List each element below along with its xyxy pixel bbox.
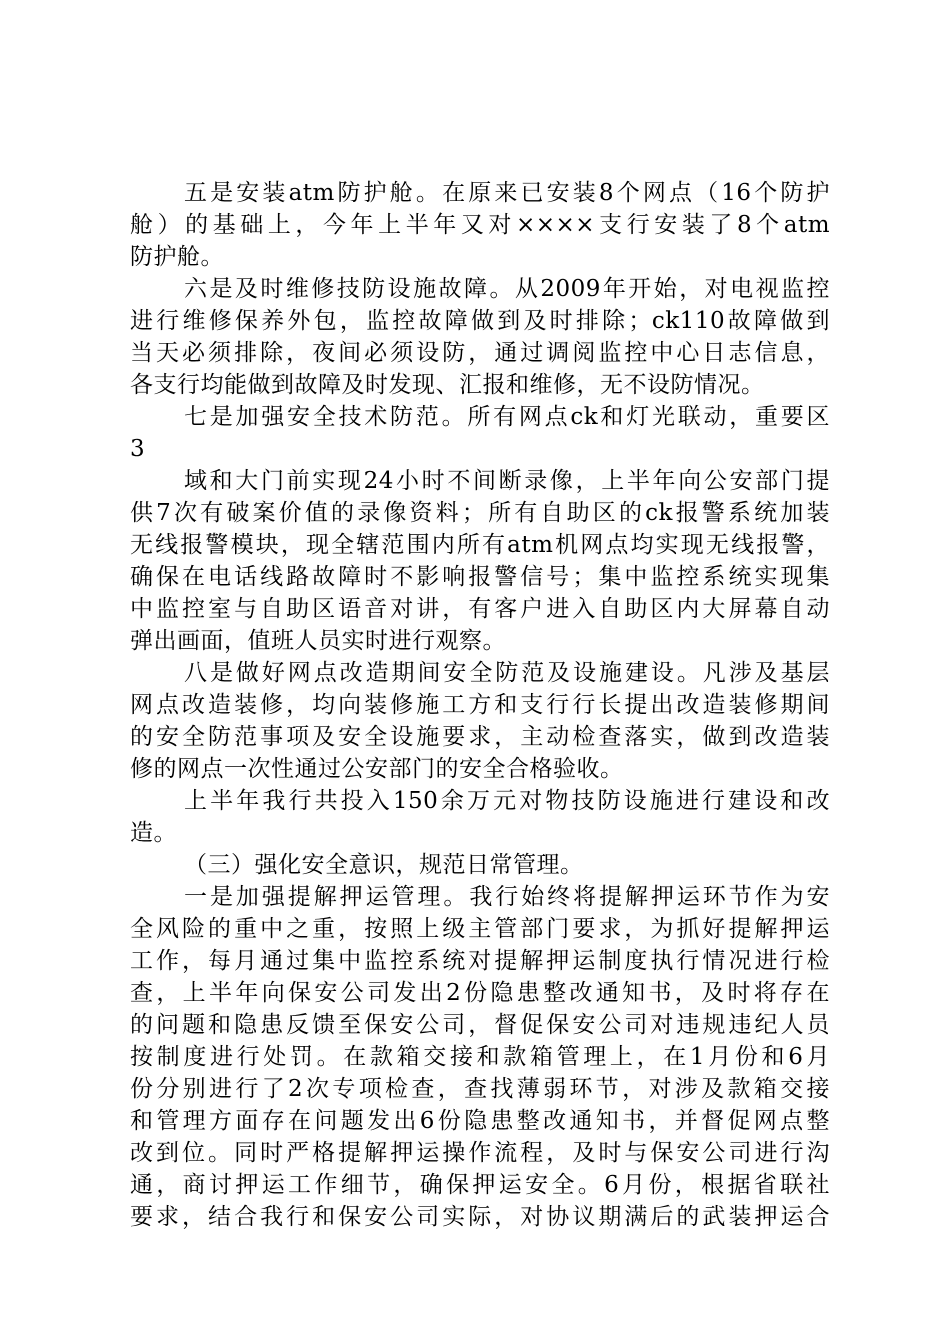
paragraph-1-line-10: 通，商讨押运工作细节，确保押运安全。6月份，根据省联社 [130, 1172, 830, 1198]
paragraph-7-line-3: 供7次有破案价值的录像资料；所有自助区的ck报警系统加装 [130, 500, 830, 526]
paragraph-8-line-1: 八是做好网点改造期间安全防范及设施建设。凡涉及基层 [184, 660, 830, 686]
paragraph-7-line-4: 无线报警模块，现全辖范围内所有atm机网点均实现无线报警， [130, 532, 830, 558]
paragraph-1-line-2: 全风险的重中之重，按照上级主管部门要求，为抓好提解押运 [130, 916, 830, 942]
paragraph-1-line-3: 工作，每月通过集中监控系统对提解押运制度执行情况进行检 [130, 948, 830, 974]
paragraph-7-line-7: 弹出画面，值班人员实时进行观察。 [130, 628, 506, 654]
paragraph-1-line-11: 要求，结合我行和保安公司实际，对协议期满后的武装押运合 [130, 1204, 830, 1230]
paragraph-1-line-6: 按制度进行处罚。在款箱交接和款箱管理上，在1月份和6月 [130, 1044, 830, 1070]
paragraph-1-line-8: 和管理方面存在问题发出6份隐患整改通知书，并督促网点整 [130, 1108, 830, 1134]
paragraph-8-line-4: 修的网点一次性通过公安部门的安全合格验收。 [130, 756, 624, 782]
paragraph-6-line-2: 进行维修保养外包，监控故障做到及时排除；ck110故障做到 [130, 308, 830, 334]
paragraph-7-line-1: 七是加强安全技术防范。所有网点ck和灯光联动，重要区 [184, 404, 830, 430]
paragraph-7-line-2: 域和大门前实现24小时不间断录像，上半年向公安部门提 [184, 468, 830, 494]
paragraph-1-line-5: 的问题和隐患反馈至保安公司，督促保安公司对违规违纪人员 [130, 1012, 830, 1038]
section-heading: （三）强化安全意识，规范日常管理。 [184, 852, 584, 878]
page-number: 3 [130, 436, 146, 462]
summary-line-1: 上半年我行共投入150余万元对物技防设施进行建设和改 [184, 788, 830, 814]
paragraph-8-line-2: 网点改造装修，均向装修施工方和支行行长提出改造装修期间 [130, 692, 830, 718]
paragraph-7-line-5: 确保在电话线路故障时不影响报警信号；集中监控系统实现集 [130, 564, 830, 590]
paragraph-6-line-3: 当天必须排除，夜间必须设防，通过调阅监控中心日志信息， [130, 340, 830, 366]
paragraph-1-line-4: 查，上半年向保安公司发出2份隐患整改通知书，及时将存在 [130, 980, 830, 1006]
paragraph-5-line-1: 五是安装atm防护舱。在原来已安装8个网点（16个防护 [184, 180, 830, 206]
paragraph-6-line-1: 六是及时维修技防设施故障。从2009年开始，对电视监控 [184, 276, 830, 302]
paragraph-1-line-9: 改到位。同时严格提解押运操作流程，及时与保安公司进行沟 [130, 1140, 830, 1166]
paragraph-6-line-4: 各支行均能做到故障及时发现、汇报和维修，无不设防情况。 [130, 372, 765, 398]
paragraph-5-line-3: 防护舱。 [130, 244, 224, 270]
paragraph-7-line-6: 中监控室与自助区语音对讲，有客户进入自助区内大屏幕自动 [130, 596, 830, 622]
paragraph-8-line-3: 的安全防范事项及安全设施要求，主动检查落实，做到改造装 [130, 724, 830, 750]
summary-line-2: 造。 [130, 820, 177, 846]
paragraph-5-line-2: 舱）的基础上，今年上半年又对××××支行安装了8个atm [130, 212, 830, 238]
paragraph-1-line-1: 一是加强提解押运管理。我行始终将提解押运环节作为安 [184, 884, 830, 910]
paragraph-1-line-7: 份分别进行了2次专项检查，查找薄弱环节，对涉及款箱交接 [130, 1076, 830, 1102]
